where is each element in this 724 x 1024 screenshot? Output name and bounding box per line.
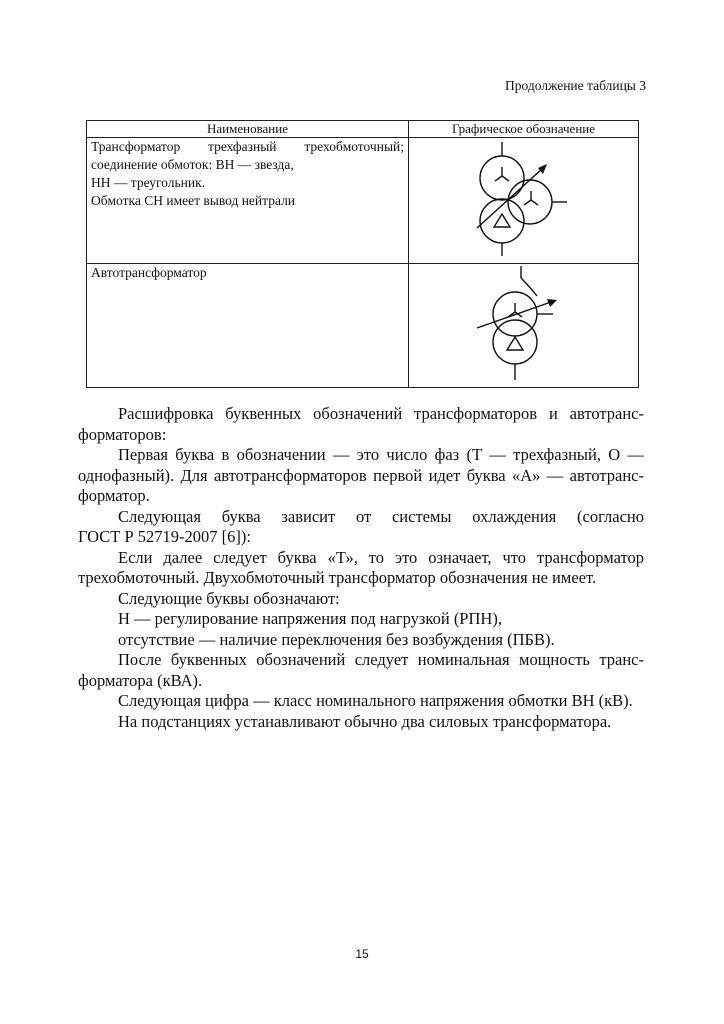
row-name-line: НН — треугольник.: [91, 175, 206, 190]
column-header-name: Наименование: [87, 121, 409, 138]
table-header-row: [87, 121, 639, 138]
row-name-line: соединение обмоток: ВН — звезда,: [91, 157, 294, 172]
row-symbol-cell: [409, 138, 639, 264]
symbols-table: [86, 120, 639, 388]
three-winding-transformer-icon: [459, 138, 589, 258]
row-name-line: Обмотка СН имеет вывод нейтрали: [91, 193, 296, 208]
table-row: [87, 138, 639, 264]
paragraph-line: Следующие буквы обозначают:: [118, 588, 340, 608]
row-symbol-cell: [409, 264, 639, 388]
paragraph-line: однофазный). Для автотрансформаторов первой идет буква «А» — автотранс-: [78, 465, 644, 485]
paragraph-line: трехобмоточный. Двухобмоточный трансформатор обозначения не имеет.: [78, 568, 597, 587]
body-text: [78, 404, 644, 732]
paragraph-line: Следующая буква зависит от системы охлаждения (согласно: [118, 506, 644, 526]
paragraph-line: На подстанциях устанавливают обычно два силовых трансформатора.: [118, 711, 612, 731]
paragraph-line: форматоров:: [78, 424, 167, 444]
row-name-line: Автотрансформатор: [91, 265, 207, 280]
paragraph-line: Если далее следует буква «Т», то это означает, что трансформатор: [118, 547, 644, 567]
row-name-cell: [87, 138, 409, 264]
paragraph-line: отсутствие — наличие переключения без возбуждения (ПБВ).: [118, 629, 555, 649]
row-name-cell: [87, 264, 409, 388]
column-header-symbol: Графическое обозначение: [409, 121, 639, 138]
paragraph-line: форматор.: [78, 486, 150, 505]
paragraph-line: После буквенных обозначений следует номинальная мощность транс-: [118, 650, 644, 669]
autotransformer-icon: [469, 264, 579, 382]
paragraph-line: Расшифровка буквенных обозначений трансформаторов и автотранс-: [118, 404, 644, 423]
table-continuation-label: Продолжение таблицы 3: [505, 78, 646, 93]
paragraph-line: Первая буква в обозначении — это число фаз (Т — трехфазный, О —: [118, 445, 644, 464]
table-row: [87, 264, 639, 388]
page-number: 15: [355, 947, 369, 961]
row-name-line: Трансформатор трехфазный трехобмоточный;: [91, 139, 404, 154]
paragraph-line: ГОСТ Р 52719-2007 [6]):: [78, 527, 251, 546]
paragraph-line: Н — регулирование напряжения под нагрузкой (РПН),: [118, 609, 502, 628]
paragraph-line: форматора (кВА).: [78, 670, 203, 690]
paragraph-line: Следующая цифра — класс номинального напряжения обмотки ВН (кВ).: [118, 691, 633, 710]
